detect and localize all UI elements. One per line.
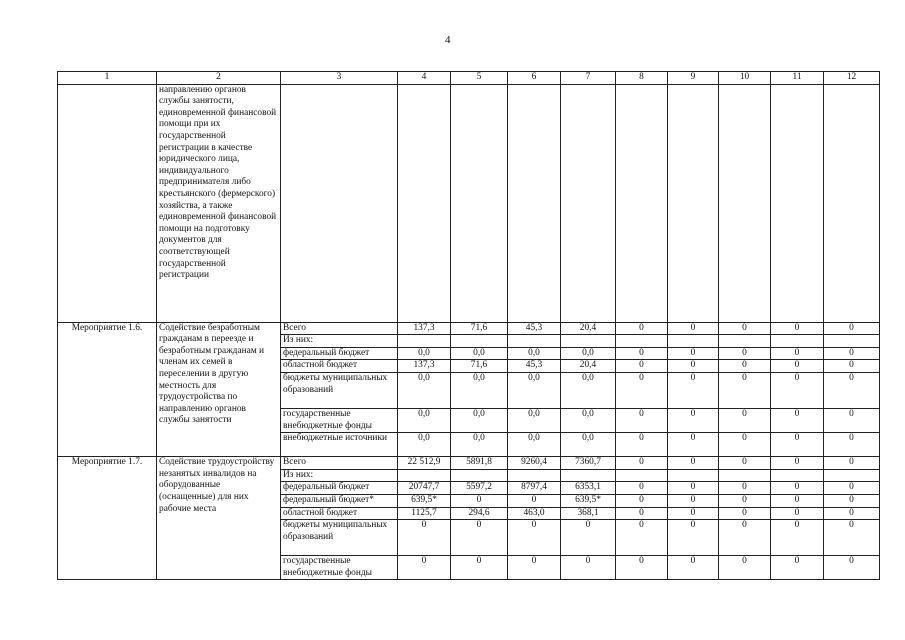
continuation-measure-cell: [58, 84, 157, 322]
column-number: 11: [771, 72, 824, 85]
value-cell: 0: [616, 494, 668, 507]
value-cell: 0: [451, 556, 508, 580]
value-cell: 0: [398, 556, 451, 580]
value-cell: 0: [771, 372, 824, 408]
value-cell: 0: [771, 433, 824, 457]
column-number: 1: [58, 72, 157, 85]
value-cell: [451, 469, 508, 482]
value-cell: 0: [616, 372, 668, 408]
value-cell: 0: [824, 482, 880, 495]
value-cell: 0: [824, 494, 880, 507]
funding-source: Всего: [281, 457, 398, 470]
empty-cell: [771, 84, 824, 322]
value-cell: [616, 469, 668, 482]
value-cell: 0: [771, 494, 824, 507]
value-cell: 7360,7: [561, 457, 616, 470]
funding-source: бюджеты муниципальных образований: [281, 520, 398, 556]
value-cell: [824, 469, 880, 482]
value-cell: 0: [398, 520, 451, 556]
value-cell: 0: [561, 520, 616, 556]
value-cell: 639,5*: [398, 494, 451, 507]
value-cell: 0: [824, 322, 880, 335]
value-cell: 0: [668, 494, 719, 507]
value-cell: 0: [824, 507, 880, 520]
value-cell: 0: [508, 520, 561, 556]
value-cell: 0: [668, 408, 719, 432]
page-number: 4: [445, 34, 451, 46]
measure-name: Мероприятие 1.6.: [58, 322, 157, 457]
funding-source: областной бюджет: [281, 507, 398, 520]
measure-description: Содействие трудоустройству незанятых инвалидов на оборудованные (оснащенные) для них рабочие места: [157, 457, 281, 580]
budget-table: [57, 71, 880, 580]
value-cell: 0,0: [508, 408, 561, 432]
value-cell: 5891,8: [451, 457, 508, 470]
value-cell: 8797,4: [508, 482, 561, 495]
value-cell: 6353,1: [561, 482, 616, 495]
value-cell: 45,3: [508, 322, 561, 335]
value-cell: [398, 335, 451, 348]
value-cell: [561, 335, 616, 348]
empty-cell: [398, 84, 451, 322]
value-cell: 0: [451, 520, 508, 556]
value-cell: 0: [668, 482, 719, 495]
value-cell: 0: [719, 347, 771, 360]
value-cell: [451, 335, 508, 348]
value-cell: 0: [771, 520, 824, 556]
value-cell: 0,0: [451, 408, 508, 432]
measure-description: Содействие безработным гражданам в переезде и безработным гражданам и членам их семей в переселении в другую местность для трудоустройства по направлению органов службы занятости: [157, 322, 281, 457]
value-cell: 45,3: [508, 360, 561, 373]
value-cell: 0: [719, 520, 771, 556]
empty-cell: [824, 84, 880, 322]
value-cell: 0: [771, 457, 824, 470]
value-cell: 0: [719, 360, 771, 373]
value-cell: 0: [719, 507, 771, 520]
value-cell: 0,0: [451, 347, 508, 360]
value-cell: 0: [508, 556, 561, 580]
funding-source: государственные внебюджетные фонды: [281, 556, 398, 580]
value-cell: 0: [616, 507, 668, 520]
value-cell: [668, 469, 719, 482]
funding-source: Из них:: [281, 335, 398, 348]
value-cell: [771, 469, 824, 482]
column-number: 2: [157, 72, 281, 85]
value-cell: 0,0: [508, 372, 561, 408]
empty-cell: [451, 84, 508, 322]
value-cell: 0: [771, 408, 824, 432]
table-body: [58, 72, 880, 580]
value-cell: 0: [719, 482, 771, 495]
value-cell: 0: [824, 457, 880, 470]
value-cell: 9260,4: [508, 457, 561, 470]
value-cell: 0: [771, 347, 824, 360]
value-cell: [561, 469, 616, 482]
value-cell: 0: [616, 433, 668, 457]
funding-source: бюджеты муниципальных образований: [281, 372, 398, 408]
value-cell: 0: [824, 433, 880, 457]
value-cell: [508, 469, 561, 482]
value-cell: 0: [616, 556, 668, 580]
value-cell: 0: [824, 556, 880, 580]
value-cell: 0: [451, 494, 508, 507]
funding-source: федеральный бюджет*: [281, 494, 398, 507]
value-cell: 0,0: [561, 347, 616, 360]
funding-source: Из них:: [281, 469, 398, 482]
value-cell: 0,0: [398, 372, 451, 408]
empty-cell: [281, 84, 398, 322]
value-cell: [771, 335, 824, 348]
value-cell: 0,0: [561, 372, 616, 408]
empty-cell: [561, 84, 616, 322]
table-row: [58, 322, 880, 335]
column-number: 8: [616, 72, 668, 85]
value-cell: 0: [668, 322, 719, 335]
value-cell: 0: [616, 347, 668, 360]
value-cell: 0: [824, 372, 880, 408]
value-cell: 0,0: [508, 433, 561, 457]
value-cell: [668, 335, 719, 348]
value-cell: 0: [719, 433, 771, 457]
empty-cell: [719, 84, 771, 322]
value-cell: 0,0: [398, 408, 451, 432]
value-cell: 0: [824, 360, 880, 373]
continuation-row: [58, 84, 880, 322]
value-cell: [398, 469, 451, 482]
value-cell: 20,4: [561, 322, 616, 335]
value-cell: 22 512,9: [398, 457, 451, 470]
column-number: 10: [719, 72, 771, 85]
value-cell: [824, 335, 880, 348]
value-cell: 0: [616, 322, 668, 335]
column-number: 6: [508, 72, 561, 85]
funding-source: Всего: [281, 322, 398, 335]
value-cell: 0: [668, 433, 719, 457]
value-cell: 0: [668, 507, 719, 520]
column-number-row: [58, 72, 880, 85]
empty-cell: [616, 84, 668, 322]
value-cell: 0,0: [451, 433, 508, 457]
value-cell: 0: [668, 556, 719, 580]
column-number: 5: [451, 72, 508, 85]
value-cell: 463,0: [508, 507, 561, 520]
value-cell: 20,4: [561, 360, 616, 373]
value-cell: 71,6: [451, 322, 508, 335]
value-cell: 0: [668, 360, 719, 373]
value-cell: 0: [824, 408, 880, 432]
value-cell: 0: [668, 347, 719, 360]
value-cell: [719, 469, 771, 482]
value-cell: 0: [616, 457, 668, 470]
value-cell: 0: [668, 520, 719, 556]
value-cell: 71,6: [451, 360, 508, 373]
column-number: 7: [561, 72, 616, 85]
value-cell: 0: [616, 360, 668, 373]
funding-source: федеральный бюджет: [281, 482, 398, 495]
value-cell: 0: [668, 457, 719, 470]
value-cell: 294,6: [451, 507, 508, 520]
value-cell: 0,0: [561, 433, 616, 457]
value-cell: 368,1: [561, 507, 616, 520]
empty-cell: [668, 84, 719, 322]
value-cell: [719, 335, 771, 348]
value-cell: 0,0: [508, 347, 561, 360]
value-cell: 0,0: [561, 408, 616, 432]
value-cell: 639,5*: [561, 494, 616, 507]
funding-source: федеральный бюджет: [281, 347, 398, 360]
value-cell: 20747,7: [398, 482, 451, 495]
table-row: [58, 457, 880, 470]
value-cell: 0,0: [398, 347, 451, 360]
funding-source: областной бюджет: [281, 360, 398, 373]
value-cell: 0: [719, 457, 771, 470]
column-number: 12: [824, 72, 880, 85]
measure-name: Мероприятие 1.7.: [58, 457, 157, 580]
value-cell: 5597,2: [451, 482, 508, 495]
value-cell: 0: [719, 494, 771, 507]
value-cell: 0: [616, 408, 668, 432]
value-cell: 137,3: [398, 322, 451, 335]
value-cell: 0,0: [451, 372, 508, 408]
value-cell: 0: [771, 482, 824, 495]
value-cell: 0: [771, 360, 824, 373]
value-cell: 137,3: [398, 360, 451, 373]
value-cell: 0: [719, 372, 771, 408]
column-number: 9: [668, 72, 719, 85]
value-cell: 0: [719, 408, 771, 432]
value-cell: 0,0: [398, 433, 451, 457]
value-cell: 0: [668, 372, 719, 408]
empty-cell: [508, 84, 561, 322]
value-cell: 0: [824, 520, 880, 556]
value-cell: 0: [561, 556, 616, 580]
value-cell: 0: [771, 556, 824, 580]
value-cell: 0: [616, 482, 668, 495]
value-cell: 0: [508, 494, 561, 507]
value-cell: 0: [719, 322, 771, 335]
value-cell: 0: [771, 507, 824, 520]
value-cell: [508, 335, 561, 348]
column-number: 4: [398, 72, 451, 85]
funding-source: внебюджетные источники: [281, 433, 398, 457]
column-number: 3: [281, 72, 398, 85]
value-cell: 0: [824, 347, 880, 360]
value-cell: 0: [719, 556, 771, 580]
value-cell: 1125,7: [398, 507, 451, 520]
value-cell: 0: [771, 322, 824, 335]
value-cell: 0: [616, 520, 668, 556]
continuation-description: направлению органов службы занятости, единовременной финансовой помощи при их государственной регистрации в качестве юридического лица, индивидуального предпринимателя либо крестьянского (фермерского) хозяйства, а также единовременной финансовой помощи на подготовку документов для соответствующей государственной регистрации: [157, 84, 281, 322]
value-cell: [616, 335, 668, 348]
funding-source: государственные внебюджетные фонды: [281, 408, 398, 432]
